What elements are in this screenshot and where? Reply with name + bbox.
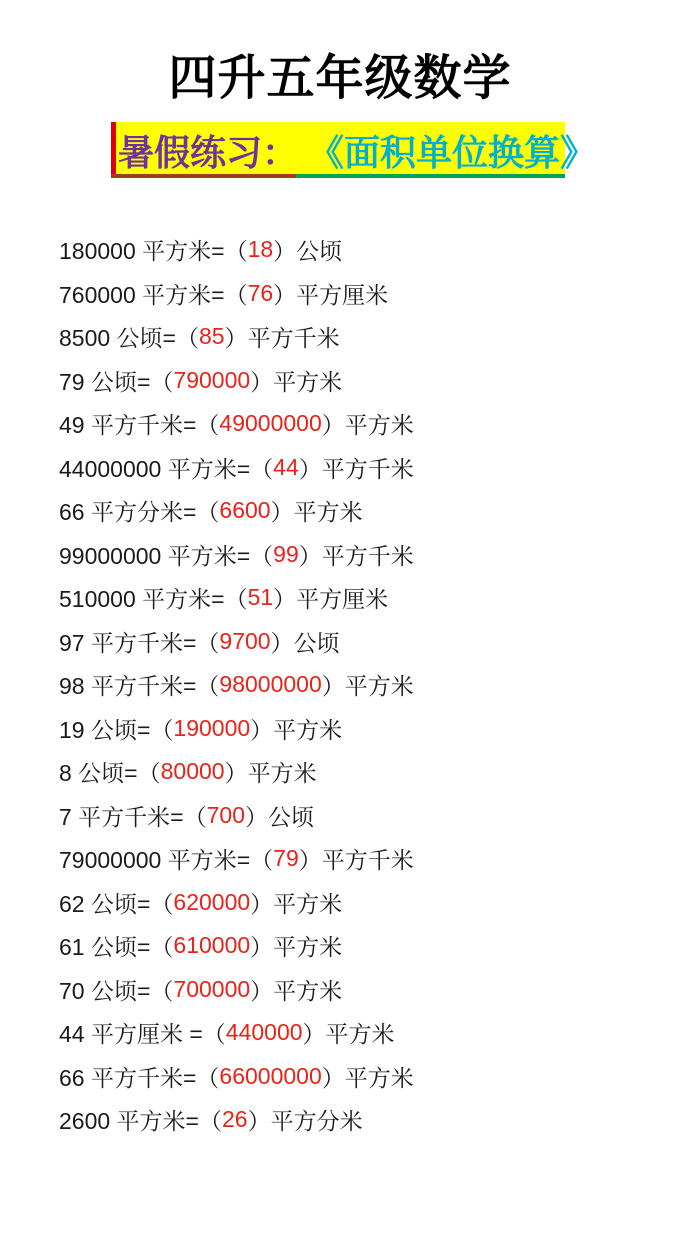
problem-row (59, 489, 680, 533)
problem-answer: 790000 (173, 366, 251, 393)
problem-text: ）平方米 (224, 760, 317, 787)
problem-answer: 98000000 (219, 671, 322, 698)
problem-row (59, 1098, 680, 1142)
problem-row (59, 446, 680, 490)
problem-text: ）平方分米 (247, 1108, 363, 1135)
problem-text: 7 平方千米=（ (59, 803, 207, 830)
problem-text: ）公顷 (270, 629, 340, 656)
problem-answer: 610000 (173, 932, 251, 959)
problem-answer: 26 (222, 1106, 248, 1133)
problem-text: 44000000 平方米=（ (59, 455, 274, 482)
subtitle-underline-red (111, 174, 296, 178)
problem-text: ）平方米 (321, 1064, 414, 1091)
problem-answer: 190000 (173, 714, 251, 741)
problem-answer: 51 (247, 584, 274, 611)
problem-text: 44 平方厘米 =（ (59, 1021, 226, 1048)
problem-text: ）公顷 (245, 803, 314, 830)
problem-row (59, 620, 680, 664)
problem-answer: 9700 (219, 627, 271, 654)
problem-text: ）平方米 (270, 499, 363, 526)
problem-text: ）平方米 (321, 412, 414, 439)
problem-text: ）平方千米 (298, 542, 414, 569)
problem-row (59, 228, 680, 272)
page-title: 四升五年级数学 (168, 52, 512, 105)
problem-text: ）平方千米 (298, 455, 414, 482)
subtitle-underline-green (296, 174, 565, 178)
problem-text: ）平方千米 (298, 847, 414, 874)
problem-row (59, 1055, 680, 1099)
problem-text: 49 平方千米=（ (59, 412, 220, 439)
problem-row (59, 533, 680, 577)
problem-answer: 85 (199, 323, 225, 350)
problem-row (59, 663, 680, 707)
problem-text: ）平方米 (250, 977, 343, 1004)
problem-text: 98 平方千米=（ (59, 673, 220, 700)
problem-text: 70 公顷=（ (59, 977, 174, 1004)
problem-text: 2600 平方米=（ (59, 1108, 222, 1135)
problem-text: ）平方千米 (224, 325, 340, 352)
problem-text: ）平方厘米 (273, 281, 389, 308)
problem-answer: 99 (273, 540, 299, 567)
problem-answer: 18 (247, 236, 274, 263)
problem-row (59, 707, 680, 751)
problem-answer: 66000000 (219, 1062, 322, 1089)
problem-answer: 76 (247, 279, 274, 306)
problem-text: 8 公顷=（ (59, 760, 161, 787)
problem-text: 61 公顷=（ (59, 934, 174, 961)
problem-text: 19 公顷=（ (59, 716, 174, 743)
problem-row (59, 794, 680, 838)
problem-row (59, 750, 680, 794)
problem-answer: 700 (206, 801, 245, 828)
problem-row (59, 924, 680, 968)
problem-answer: 80000 (160, 758, 225, 785)
problem-row (59, 402, 680, 446)
problem-text: 79 公顷=（ (59, 368, 174, 395)
problem-answer: 620000 (173, 888, 251, 915)
problem-row (59, 359, 680, 403)
problem-text: 62 公顷=（ (59, 890, 174, 917)
problem-text: 180000 平方米=（ (59, 238, 248, 265)
problem-answer: 79 (273, 845, 299, 872)
problem-row (59, 272, 680, 316)
problem-text: 8500 公顷=（ (59, 325, 199, 352)
problem-text: 79000000 平方米=（ (59, 847, 274, 874)
problem-text: ）平方厘米 (273, 586, 389, 613)
problem-answer: 440000 (225, 1019, 303, 1046)
problem-row (59, 576, 680, 620)
problem-text: 66 平方分米=（ (59, 499, 220, 526)
problem-text: 99000000 平方米=（ (59, 542, 274, 569)
problem-list (59, 228, 680, 1142)
problem-row (59, 881, 680, 925)
problem-answer: 44 (273, 453, 299, 480)
problem-text: ）平方米 (250, 890, 343, 917)
problem-text: 510000 平方米=（ (59, 586, 248, 613)
subtitle-label: 暑假练习： (118, 131, 299, 173)
problem-row (59, 837, 680, 881)
problem-row (59, 968, 680, 1012)
problem-text: 97 平方千米=（ (59, 629, 220, 656)
problem-text: ）平方米 (302, 1021, 395, 1048)
problem-text: ）公顷 (273, 238, 343, 265)
subtitle-topic: 《面积单位换算》 (308, 131, 597, 173)
problem-answer: 49000000 (219, 410, 322, 437)
subtitle-highlight-band (111, 122, 597, 178)
problem-text: 66 平方千米=（ (59, 1064, 220, 1091)
problem-answer: 700000 (173, 975, 251, 1002)
problem-text: ）平方米 (321, 673, 414, 700)
problem-answer: 6600 (219, 497, 271, 524)
problem-row (59, 315, 680, 359)
problem-text: ）平方米 (250, 368, 343, 395)
problem-text: 760000 平方米=（ (59, 281, 248, 308)
problem-text: ）平方米 (250, 716, 343, 743)
problem-row (59, 1011, 680, 1055)
problem-text: ）平方米 (250, 934, 343, 961)
